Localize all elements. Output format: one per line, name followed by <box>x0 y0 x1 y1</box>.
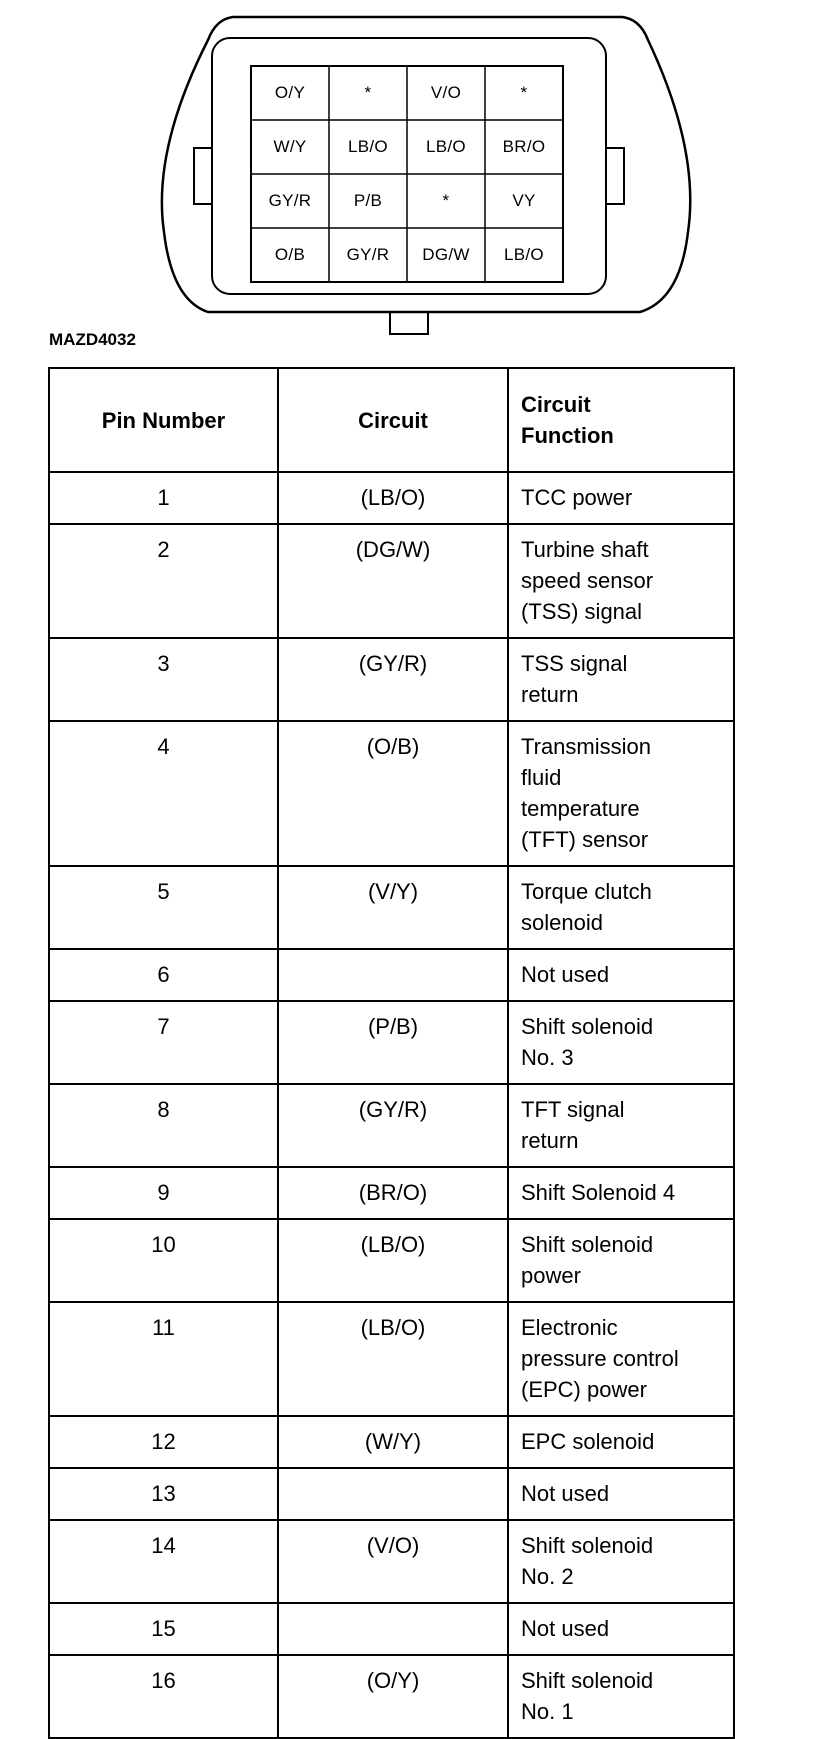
pin-grid-cell: * <box>442 191 450 210</box>
pin-grid-cell: O/B <box>274 245 306 264</box>
function-line: (TFT) sensor <box>521 827 649 852</box>
header-pin-number: Pin Number <box>49 368 278 472</box>
table-row <box>49 1655 734 1738</box>
function-line: Torque clutch <box>521 879 652 904</box>
circuit-function-cell <box>508 1468 734 1520</box>
function-line: Shift solenoid <box>521 1232 654 1257</box>
circuit-function-cell <box>508 1219 734 1302</box>
function-line: Shift solenoid <box>521 1533 654 1558</box>
table-row <box>49 1416 734 1468</box>
pin-number-cell: 12 <box>49 1416 278 1468</box>
circuit-cell: (LB/O) <box>278 1219 508 1302</box>
circuit-cell <box>278 1468 508 1520</box>
pin-number-cell: 14 <box>49 1520 278 1603</box>
function-line: solenoid <box>521 910 603 935</box>
function-line: EPC solenoid <box>521 1429 655 1454</box>
pin-number-cell: 3 <box>49 638 278 721</box>
pin-number-cell: 1 <box>49 472 278 524</box>
table-row <box>49 1084 734 1167</box>
header-circuit-function <box>508 368 734 472</box>
function-line: TSS signal <box>521 651 628 676</box>
circuit-function-cell <box>508 1167 734 1219</box>
circuit-cell: (P/B) <box>278 1001 508 1084</box>
circuit-cell: (GY/R) <box>278 638 508 721</box>
table-row <box>49 866 734 949</box>
circuit-function-cell <box>508 1520 734 1603</box>
pin-grid-cell: * <box>520 83 528 102</box>
function-line: Shift Solenoid 4 <box>521 1180 676 1205</box>
table-row <box>49 472 734 524</box>
circuit-function-cell <box>508 1001 734 1084</box>
table-row <box>49 721 734 866</box>
function-line: Shift solenoid <box>521 1014 654 1039</box>
circuit-function-cell <box>508 1603 734 1655</box>
circuit-cell: (V/Y) <box>278 866 508 949</box>
header-circuit: Circuit <box>278 368 508 472</box>
function-line: Not used <box>521 1616 610 1641</box>
function-line: (TSS) signal <box>521 599 643 624</box>
table-row <box>49 1468 734 1520</box>
circuit-function-cell <box>508 721 734 866</box>
function-line: Not used <box>521 1481 610 1506</box>
table-row <box>49 1603 734 1655</box>
circuit-cell <box>278 949 508 1001</box>
circuit-cell: (BR/O) <box>278 1167 508 1219</box>
circuit-function-cell <box>508 1416 734 1468</box>
header-function-line2: Function <box>521 423 614 448</box>
circuit-cell: (V/O) <box>278 1520 508 1603</box>
circuit-function-cell <box>508 949 734 1001</box>
header-function-line1: Circuit <box>521 392 591 417</box>
pin-grid-cell: LB/O <box>348 137 388 156</box>
circuit-function-cell <box>508 1302 734 1416</box>
pin-number-cell: 11 <box>49 1302 278 1416</box>
pin-grid-cell: W/Y <box>273 137 307 156</box>
function-line: TFT signal <box>521 1097 625 1122</box>
circuit-cell: (W/Y) <box>278 1416 508 1468</box>
circuit-function-cell <box>508 866 734 949</box>
pin-number-cell: 16 <box>49 1655 278 1738</box>
function-line: TCC power <box>521 485 633 510</box>
circuit-cell: (O/Y) <box>278 1655 508 1738</box>
pin-grid-cell: O/Y <box>274 83 306 102</box>
circuit-cell: (LB/O) <box>278 1302 508 1416</box>
pin-grid-cell: GY/R <box>268 191 312 210</box>
function-line: speed sensor <box>521 568 654 593</box>
pin-grid-cell: GY/R <box>346 245 390 264</box>
pin-number-cell: 10 <box>49 1219 278 1302</box>
pin-grid-cell: V/O <box>430 83 462 102</box>
pin-number-cell: 4 <box>49 721 278 866</box>
pin-number-cell: 6 <box>49 949 278 1001</box>
right-latch <box>606 148 624 204</box>
circuit-cell: (LB/O) <box>278 472 508 524</box>
function-line: (EPC) power <box>521 1377 647 1402</box>
circuit-cell: (DG/W) <box>278 524 508 638</box>
pin-grid-cell: LB/O <box>426 137 466 156</box>
function-line: No. 3 <box>521 1045 574 1070</box>
pin-rows <box>49 472 734 1738</box>
circuit-cell: (O/B) <box>278 721 508 866</box>
function-line: temperature <box>521 796 640 821</box>
function-line: Transmission <box>521 734 651 759</box>
pin-grid-cell: VY <box>512 191 536 210</box>
pin-grid-cell: LB/O <box>504 245 544 264</box>
table-row <box>49 1302 734 1416</box>
pin-number-cell: 15 <box>49 1603 278 1655</box>
circuit-function-cell <box>508 472 734 524</box>
table-header-row <box>49 368 734 472</box>
pin-grid-cell: BR/O <box>502 137 546 156</box>
function-line: Shift solenoid <box>521 1668 654 1693</box>
function-line: Not used <box>521 962 610 987</box>
table-row <box>49 1219 734 1302</box>
table-row <box>49 638 734 721</box>
function-line: Electronic <box>521 1315 618 1340</box>
function-line: return <box>521 682 579 707</box>
circuit-function-cell <box>508 1084 734 1167</box>
pin-number-cell: 2 <box>49 524 278 638</box>
left-latch <box>194 148 212 204</box>
pin-number-cell: 8 <box>49 1084 278 1167</box>
circuit-cell: (GY/R) <box>278 1084 508 1167</box>
table-row <box>49 949 734 1001</box>
bottom-key <box>390 312 428 334</box>
function-line: return <box>521 1128 579 1153</box>
function-line: No. 1 <box>521 1699 574 1724</box>
circuit-function-cell <box>508 1655 734 1738</box>
function-line: pressure control <box>521 1346 679 1371</box>
function-line: No. 2 <box>521 1564 574 1589</box>
pin-grid-cell: P/B <box>353 191 383 210</box>
function-line: power <box>521 1263 581 1288</box>
table-row <box>49 1167 734 1219</box>
function-line: Turbine shaft <box>521 537 649 562</box>
circuit-function-cell <box>508 638 734 721</box>
pin-table <box>48 367 735 1739</box>
figure-label: MAZD4032 <box>49 330 136 349</box>
pin-grid-cell: DG/W <box>422 245 470 264</box>
pin-number-cell: 9 <box>49 1167 278 1219</box>
function-line: fluid <box>521 765 562 790</box>
table-row <box>49 524 734 638</box>
circuit-cell <box>278 1603 508 1655</box>
pin-number-cell: 7 <box>49 1001 278 1084</box>
pin-grid-cell: * <box>364 83 372 102</box>
table-row <box>49 1001 734 1084</box>
pin-number-cell: 13 <box>49 1468 278 1520</box>
table-row <box>49 1520 734 1603</box>
circuit-function-cell <box>508 524 734 638</box>
pin-number-cell: 5 <box>49 866 278 949</box>
